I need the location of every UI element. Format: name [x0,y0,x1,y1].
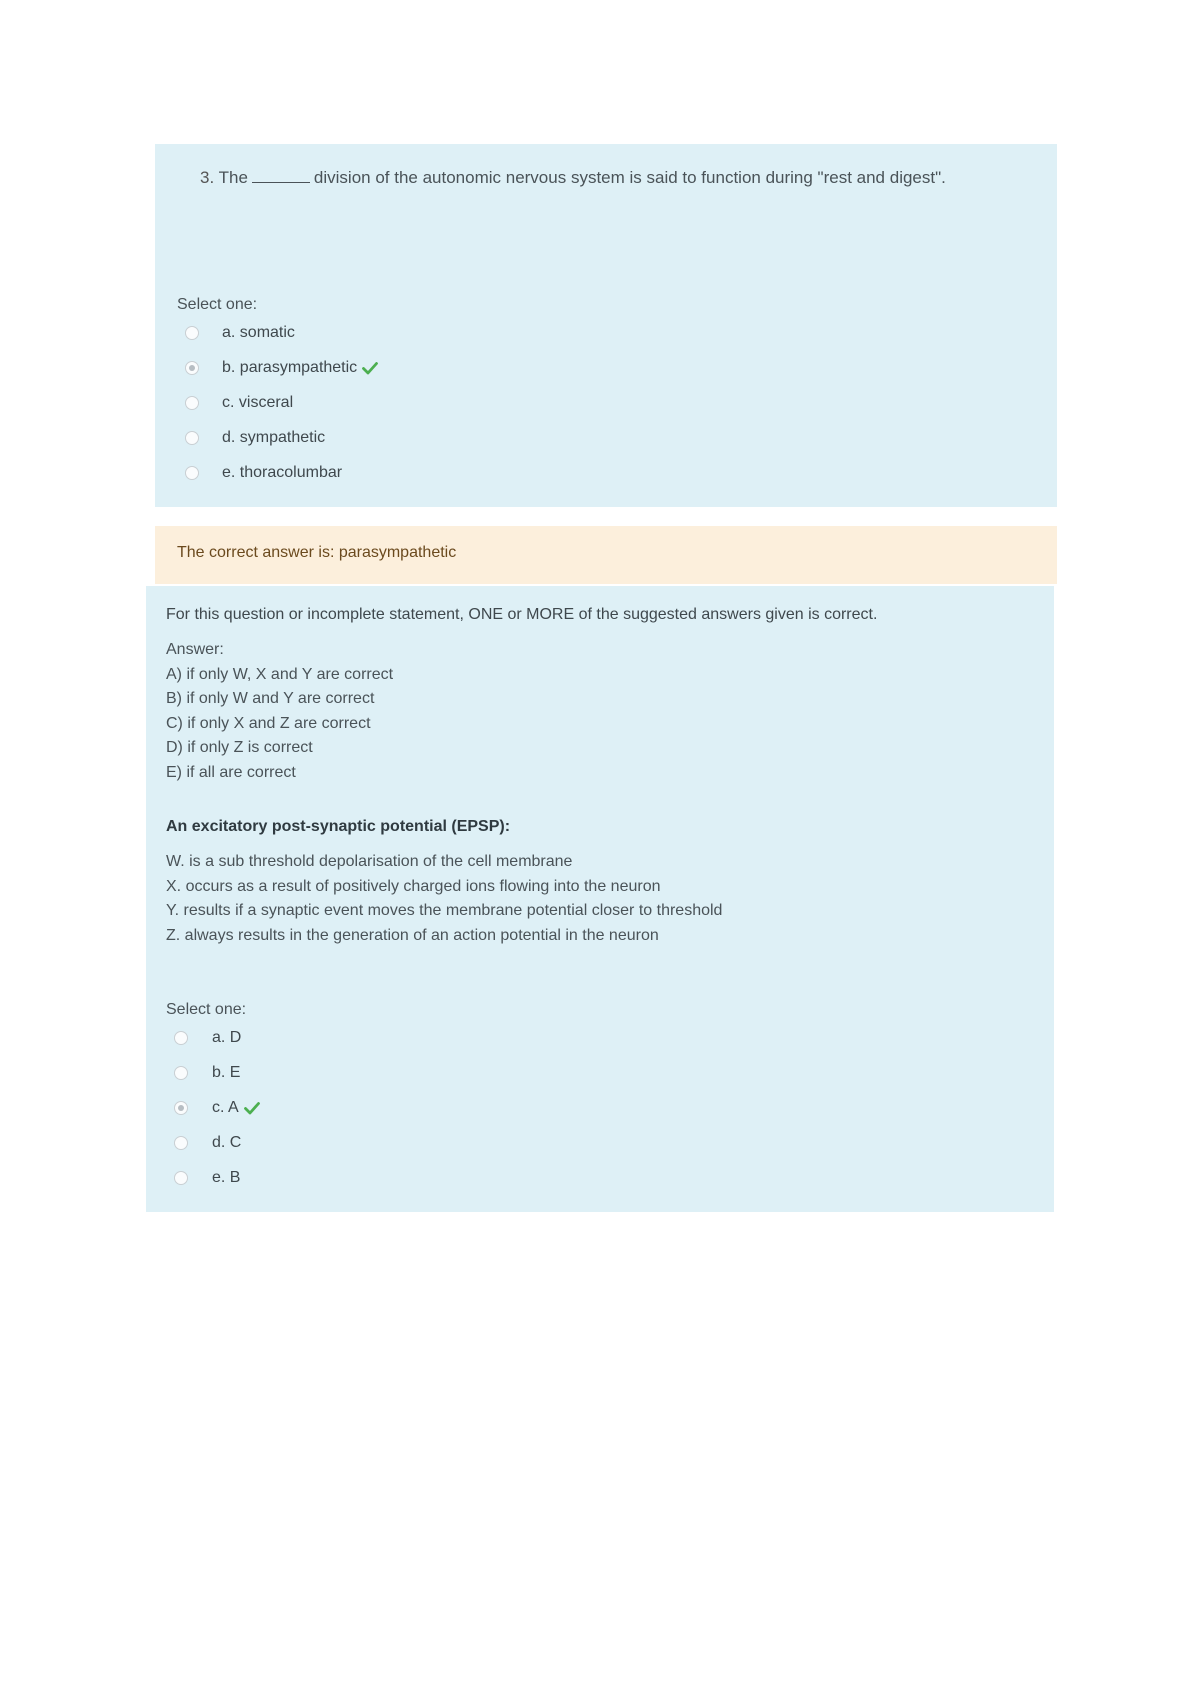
question-2-option-d[interactable] [174,1132,241,1154]
option-label: c. visceral [222,394,294,411]
correct-check-icon [362,361,378,375]
question-1-text-before: The [218,168,248,187]
question-1-select-label: Select one: [177,296,258,313]
option-label: d. sympathetic [222,429,326,446]
question-1-number: 3. [200,168,215,187]
question-2-option-b[interactable] [174,1062,240,1084]
feedback-text: The correct answer is: parasympathetic [177,544,457,561]
statements [166,850,722,948]
question-2-option-c[interactable] [174,1097,260,1119]
option-label: e. B [212,1169,241,1186]
answer-key-line: E) if all are correct [166,763,296,781]
radio-button[interactable] [174,1066,188,1080]
option-label: b. E [212,1064,241,1081]
answer-key-line: Answer: [166,641,224,658]
radio-button-selected[interactable] [185,361,199,375]
option-label: d. C [212,1134,242,1151]
option-label: a. D [212,1029,242,1046]
answer-key-line: A) if only W, X and Y are correct [166,665,394,683]
question-2-intro: For this question or incomplete statement, ONE or MORE of the suggested answers given is correct. [166,606,878,623]
statement-line: Y. results if a synaptic event moves the membrane potential closer to threshold [166,902,723,919]
radio-button[interactable] [185,431,199,445]
answer-key-line: B) if only W and Y are correct [166,690,375,707]
radio-button[interactable] [185,326,199,340]
question-2-option-e[interactable] [174,1167,240,1189]
statement-line: Z. always results in the generation of an action potential in the neuron [166,926,659,944]
question-2-option-a[interactable] [174,1027,241,1049]
radio-button[interactable] [174,1031,188,1045]
question-2-stem: An excitatory post-synaptic potential (EPSP): [166,818,511,835]
question-1-text [200,168,946,188]
radio-button[interactable] [185,396,199,410]
correct-answer-feedback [155,526,1057,584]
question-1-option-a[interactable] [185,322,295,344]
question-1-option-c[interactable] [185,392,293,414]
option-label: a. somatic [222,324,295,341]
answer-key-line: D) if only Z is correct [166,739,313,756]
question-2-panel [146,586,1054,1212]
question-2-select-label: Select one: [166,1001,247,1018]
radio-button-selected[interactable] [174,1101,188,1115]
radio-button[interactable] [174,1136,188,1150]
question-1-text-after: division of the autonomic nervous system is said to function during "rest and digest". [313,168,946,187]
radio-button[interactable] [174,1171,188,1185]
question-1-panel [155,144,1057,507]
option-label: b. parasympathetic [222,359,358,376]
option-label: c. A [212,1099,239,1116]
question-1-option-d[interactable] [185,427,325,449]
statement-line: W. is a sub threshold depolarisation of the cell membrane [166,853,573,870]
option-label: e. thoracolumbar [222,464,343,481]
question-1-option-b[interactable] [185,357,378,379]
radio-button[interactable] [185,466,199,480]
question-1-option-e[interactable] [185,462,342,484]
answer-key [166,638,393,785]
statement-line: X. occurs as a result of positively charged ions flowing into the neuron [166,877,661,895]
correct-check-icon [244,1101,260,1115]
question-1-blank [252,181,310,183]
answer-key-line: C) if only X and Z are correct [166,714,371,732]
